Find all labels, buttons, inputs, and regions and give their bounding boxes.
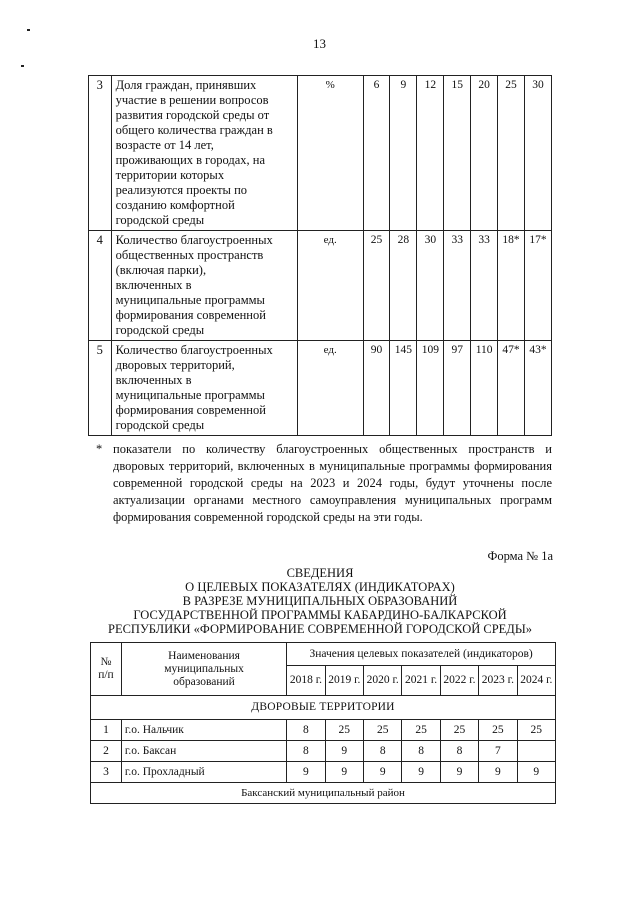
row-number: 1 xyxy=(91,720,122,741)
col-name-header-line: образований xyxy=(173,675,235,688)
year-header: 2018 г. xyxy=(287,666,325,696)
value-cell: 110 xyxy=(471,341,498,436)
form-label: Форма № 1а xyxy=(487,549,553,563)
page-number: 13 xyxy=(313,36,326,51)
table-row xyxy=(89,76,552,231)
section-title: ДВОРОВЫЕ ТЕРРИТОРИИ xyxy=(91,696,556,720)
row-number: 3 xyxy=(91,762,122,783)
value-cell: 17* xyxy=(524,231,551,341)
value-cell: 12 xyxy=(417,76,444,231)
indicator-name-line: муниципальные программы xyxy=(115,388,265,402)
unit-cell: % xyxy=(297,76,363,231)
district-title: Баксанский муниципальный район xyxy=(91,783,556,804)
value-cell: 30 xyxy=(417,231,444,341)
year-header: 2021 г. xyxy=(402,666,440,696)
value-cell: 33 xyxy=(471,231,498,341)
indicator-name-line: городской среды xyxy=(115,323,205,337)
value-cell: 33 xyxy=(444,231,471,341)
indicator-name-line: территории которых xyxy=(115,168,225,182)
value-cell: 109 xyxy=(417,341,444,436)
unit-cell: ед. xyxy=(297,231,363,341)
indicator-name-line: развития городской среды от xyxy=(115,108,270,122)
municipality-name: г.о. Прохладный xyxy=(121,762,286,783)
indicator-name-line: реализуются проекты по xyxy=(115,183,248,197)
row-number: 3 xyxy=(89,76,112,231)
table-row xyxy=(89,231,552,341)
value-cell: 25 xyxy=(363,231,390,341)
unit-cell: ед. xyxy=(297,341,363,436)
value-cell: 25 xyxy=(325,720,363,741)
value-cell: 20 xyxy=(471,76,498,231)
value-cell: 7 xyxy=(479,741,517,762)
value-cell: 25 xyxy=(440,720,478,741)
municipal-indicators-table xyxy=(90,642,556,804)
indicator-name-line: муниципальные программы xyxy=(115,293,265,307)
section-row xyxy=(91,696,556,720)
year-header: 2023 г. xyxy=(479,666,517,696)
value-cell: 47* xyxy=(498,341,525,436)
value-cell: 8 xyxy=(402,741,440,762)
indicator-name-line: общественных пространств xyxy=(115,248,264,262)
heading-line: В РАЗРЕЗЕ МУНИЦИПАЛЬНЫХ ОБРАЗОВАНИЙ xyxy=(182,594,458,608)
value-cell: 9 xyxy=(479,762,517,783)
value-cell: 43* xyxy=(524,341,551,436)
col-name-header-line: муниципальных xyxy=(164,662,244,675)
value-cell: 30 xyxy=(524,76,551,231)
indicator-name-line: формирования современной xyxy=(115,403,266,417)
value-cell: 25 xyxy=(498,76,525,231)
indicator-name-line: Количество благоустроенных xyxy=(115,343,273,357)
district-row xyxy=(91,783,556,804)
indicator-name-line: дворовых территорий, xyxy=(115,358,235,372)
value-cell: 25 xyxy=(479,720,517,741)
value-cell: 8 xyxy=(287,720,325,741)
value-cell: 9 xyxy=(325,762,363,783)
row-number: 5 xyxy=(89,341,112,436)
heading-line: СВЕДЕНИЯ xyxy=(286,566,354,580)
indicator-name xyxy=(111,341,297,436)
table-row xyxy=(91,762,556,783)
col-name-header xyxy=(121,643,286,696)
indicator-name-line: Количество благоустроенных xyxy=(115,233,273,247)
value-cell: 90 xyxy=(363,341,390,436)
col-num-header xyxy=(91,643,122,696)
row-number: 2 xyxy=(91,741,122,762)
footnote-text: показатели по количеству благоустроенных общественных пространств и дворовых территорий, включенных в муниципальные программы формирования современной городской среды на 2023 и 2024 годы, будут уточнены после актуализации органами местного самоуправления муниципальных программ формирования современной городской среды на эти годы. xyxy=(113,442,552,524)
indicator-name-line: участие в решении вопросов xyxy=(115,93,269,107)
heading-line: О ЦЕЛЕВЫХ ПОКАЗАТЕЛЯХ (ИНДИКАТОРАХ) xyxy=(185,580,455,594)
row-number: 4 xyxy=(89,231,112,341)
municipality-name: г.о. Нальчик xyxy=(121,720,286,741)
heading-line: ГОСУДАРСТВЕННОЙ ПРОГРАММЫ КАБАРДИНО-БАЛКАРСКОЙ xyxy=(133,608,507,622)
value-cell: 9 xyxy=(364,762,402,783)
scan-speck xyxy=(21,65,24,67)
indicator-name xyxy=(111,231,297,341)
municipality-name: г.о. Баксан xyxy=(121,741,286,762)
value-cell: 25 xyxy=(517,720,555,741)
indicator-name-line: городской среды xyxy=(115,418,205,432)
value-cell: 15 xyxy=(444,76,471,231)
heading-line: РЕСПУБЛИКИ «ФОРМИРОВАНИЕ СОВРЕМЕННОЙ ГОРОДСКОЙ СРЕДЫ» xyxy=(108,622,532,636)
indicator-name-line: (включая парки), xyxy=(115,263,207,277)
value-cell: 9 xyxy=(390,76,417,231)
value-cell: 9 xyxy=(517,762,555,783)
indicator-name xyxy=(111,76,297,231)
indicator-name-line: городской среды xyxy=(115,213,205,227)
value-cell: 9 xyxy=(287,762,325,783)
indicator-name-line: включенных в xyxy=(115,278,192,292)
indicator-name-line: формирования современной xyxy=(115,308,266,322)
table-row xyxy=(89,341,552,436)
value-cell: 9 xyxy=(402,762,440,783)
year-header: 2019 г. xyxy=(325,666,363,696)
value-cell: 28 xyxy=(390,231,417,341)
value-cell: 9 xyxy=(325,741,363,762)
section-heading xyxy=(88,566,552,636)
value-cell: 8 xyxy=(440,741,478,762)
value-cell: 145 xyxy=(390,341,417,436)
indicator-name-line: проживающих в городах, на xyxy=(115,153,266,167)
value-cell: 8 xyxy=(364,741,402,762)
year-header: 2020 г. xyxy=(364,666,402,696)
values-header: Значения целевых показателей (индикаторов) xyxy=(287,643,556,666)
col-name-header-line: Наименования xyxy=(168,649,240,662)
scan-speck xyxy=(27,29,30,31)
indicator-name-line: общего количества граждан в xyxy=(115,123,273,137)
footnote xyxy=(88,441,552,526)
table-row xyxy=(91,720,556,741)
col-num-header-line: п/п xyxy=(98,669,114,681)
value-cell: 25 xyxy=(402,720,440,741)
value-cell: 25 xyxy=(364,720,402,741)
indicator-name-line: возрасте от 14 лет, xyxy=(115,138,214,152)
indicators-table xyxy=(88,75,552,436)
value-cell: 97 xyxy=(444,341,471,436)
table-row xyxy=(91,741,556,762)
year-header: 2022 г. xyxy=(440,666,478,696)
value-cell: 18* xyxy=(498,231,525,341)
value-cell: 9 xyxy=(440,762,478,783)
footnote-star: * xyxy=(96,442,103,456)
indicator-name-line: Доля граждан, принявших xyxy=(115,78,257,92)
indicator-name-line: включенных в xyxy=(115,373,192,387)
year-header: 2024 г. xyxy=(517,666,555,696)
indicator-name-line: созданию комфортной xyxy=(115,198,235,212)
value-cell: 8 xyxy=(287,741,325,762)
col-num-header-line: № xyxy=(100,656,112,668)
value-cell xyxy=(517,741,555,762)
value-cell: 6 xyxy=(363,76,390,231)
